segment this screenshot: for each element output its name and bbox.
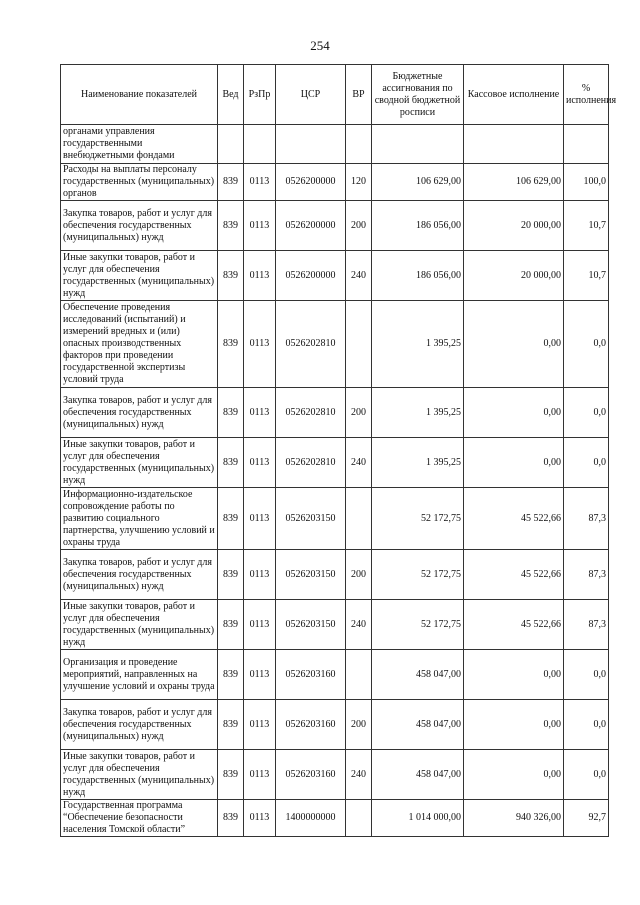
cell-ved: 839 [218, 550, 244, 600]
cell-ved: 839 [218, 750, 244, 800]
cell-vr [346, 125, 372, 164]
table-row [61, 800, 609, 837]
cell-pct: 0,0 [564, 388, 609, 438]
table-row [61, 388, 609, 438]
cell-name: Иные закупки товаров, работ и услуг для обеспечения государственных (муниципальных) нужд [61, 600, 218, 650]
cell-ved: 839 [218, 800, 244, 837]
cell-pct: 87,3 [564, 488, 609, 550]
cell-vr: 120 [346, 164, 372, 201]
cell-budget: 458 047,00 [372, 750, 464, 800]
cell-kass: 0,00 [464, 388, 564, 438]
table-row [61, 600, 609, 650]
table-row [61, 301, 609, 388]
cell-vr: 200 [346, 550, 372, 600]
cell-vr: 240 [346, 251, 372, 301]
header-csr: ЦСР [276, 65, 346, 125]
cell-vr [346, 800, 372, 837]
cell-budget: 52 172,75 [372, 600, 464, 650]
table-row [61, 201, 609, 251]
cell-csr: 0526200000 [276, 251, 346, 301]
cell-budget [372, 125, 464, 164]
cell-csr: 0526203150 [276, 600, 346, 650]
cell-ved: 839 [218, 650, 244, 700]
table-row [61, 700, 609, 750]
page-number: 254 [310, 38, 330, 53]
cell-kass: 0,00 [464, 700, 564, 750]
header-budget: Бюджетные ассигнования по сводной бюджетной росписи [372, 65, 464, 125]
cell-csr: 0526202810 [276, 301, 346, 388]
cell-csr: 0526202810 [276, 388, 346, 438]
cell-kass: 20 000,00 [464, 251, 564, 301]
cell-name: Закупка товаров, работ и услуг для обеспечения государственных (муниципальных) нужд [61, 550, 218, 600]
table-row [61, 125, 609, 164]
cell-vr: 240 [346, 600, 372, 650]
cell-pct: 0,0 [564, 700, 609, 750]
cell-csr: 0526203160 [276, 650, 346, 700]
cell-rzpr: 0113 [244, 201, 276, 251]
cell-kass: 0,00 [464, 438, 564, 488]
cell-vr: 200 [346, 700, 372, 750]
cell-ved: 839 [218, 488, 244, 550]
cell-pct: 10,7 [564, 251, 609, 301]
cell-name: Расходы на выплаты персоналу государственных (муниципальных) органов [61, 164, 218, 201]
cell-budget: 1 395,25 [372, 438, 464, 488]
cell-rzpr [244, 125, 276, 164]
cell-kass [464, 125, 564, 164]
table-row [61, 650, 609, 700]
cell-rzpr: 0113 [244, 251, 276, 301]
cell-pct: 100,0 [564, 164, 609, 201]
cell-name: Информационно-издательское сопровождение работы по развитию социального партнерства, улучшению условий и охраны труда [61, 488, 218, 550]
table-row [61, 251, 609, 301]
cell-vr [346, 488, 372, 550]
cell-kass: 940 326,00 [464, 800, 564, 837]
cell-rzpr: 0113 [244, 650, 276, 700]
cell-rzpr: 0113 [244, 301, 276, 388]
cell-budget: 186 056,00 [372, 251, 464, 301]
cell-pct: 87,3 [564, 550, 609, 600]
cell-kass: 45 522,66 [464, 550, 564, 600]
cell-budget: 52 172,75 [372, 488, 464, 550]
cell-pct: 0,0 [564, 438, 609, 488]
cell-name: Иные закупки товаров, работ и услуг для обеспечения государственных (муниципальных) нужд [61, 750, 218, 800]
cell-name: Государственная программа “Обеспечение безопасности населения Томской области” [61, 800, 218, 837]
cell-rzpr: 0113 [244, 600, 276, 650]
cell-csr: 0526200000 [276, 164, 346, 201]
cell-ved: 839 [218, 251, 244, 301]
table-row [61, 550, 609, 600]
table-row [61, 164, 609, 201]
cell-name: Иные закупки товаров, работ и услуг для обеспечения государственных (муниципальных) нужд [61, 251, 218, 301]
cell-rzpr: 0113 [244, 750, 276, 800]
cell-rzpr: 0113 [244, 488, 276, 550]
cell-ved: 839 [218, 388, 244, 438]
cell-name: Закупка товаров, работ и услуг для обеспечения государственных (муниципальных) нужд [61, 700, 218, 750]
table-header-row [61, 65, 609, 125]
cell-csr: 0526203150 [276, 550, 346, 600]
cell-budget: 186 056,00 [372, 201, 464, 251]
cell-ved: 839 [218, 600, 244, 650]
cell-name: Закупка товаров, работ и услуг для обеспечения государственных (муниципальных) нужд [61, 201, 218, 251]
cell-rzpr: 0113 [244, 388, 276, 438]
header-kass: Кассовое исполнение [464, 65, 564, 125]
table-row [61, 438, 609, 488]
cell-budget: 458 047,00 [372, 650, 464, 700]
header-name: Наименование показателей [61, 65, 218, 125]
cell-budget: 458 047,00 [372, 700, 464, 750]
header-vr: ВР [346, 65, 372, 125]
cell-budget: 52 172,75 [372, 550, 464, 600]
cell-csr [276, 125, 346, 164]
cell-pct: 0,0 [564, 301, 609, 388]
cell-vr: 240 [346, 750, 372, 800]
header-rzpr: РзПр [244, 65, 276, 125]
table-row [61, 750, 609, 800]
cell-budget: 1 395,25 [372, 388, 464, 438]
cell-ved [218, 125, 244, 164]
table-row [61, 488, 609, 550]
cell-rzpr: 0113 [244, 800, 276, 837]
cell-kass: 106 629,00 [464, 164, 564, 201]
cell-vr: 200 [346, 201, 372, 251]
cell-pct: 0,0 [564, 650, 609, 700]
cell-rzpr: 0113 [244, 164, 276, 201]
cell-ved: 839 [218, 438, 244, 488]
cell-vr: 240 [346, 438, 372, 488]
cell-name: Обеспечение проведения исследований (испытаний) и измерений вредных и (или) опасных производственных факторов при проведении государственной экспертизы условий труда [61, 301, 218, 388]
cell-ved: 839 [218, 301, 244, 388]
cell-csr: 0526203160 [276, 750, 346, 800]
cell-csr: 0526203160 [276, 700, 346, 750]
cell-budget: 106 629,00 [372, 164, 464, 201]
cell-name: Иные закупки товаров, работ и услуг для обеспечения государственных (муниципальных) нужд [61, 438, 218, 488]
cell-kass: 45 522,66 [464, 600, 564, 650]
cell-ved: 839 [218, 164, 244, 201]
cell-csr: 0526202810 [276, 438, 346, 488]
cell-name: Закупка товаров, работ и услуг для обеспечения государственных (муниципальных) нужд [61, 388, 218, 438]
cell-kass: 0,00 [464, 650, 564, 700]
cell-name: органами управления государственными внебюджетными фондами [61, 125, 218, 164]
header-pct: % исполнения [564, 65, 609, 125]
cell-vr: 200 [346, 388, 372, 438]
cell-budget: 1 395,25 [372, 301, 464, 388]
cell-kass: 0,00 [464, 301, 564, 388]
cell-ved: 839 [218, 700, 244, 750]
cell-csr: 1400000000 [276, 800, 346, 837]
cell-rzpr: 0113 [244, 438, 276, 488]
cell-pct [564, 125, 609, 164]
cell-kass: 20 000,00 [464, 201, 564, 251]
cell-budget: 1 014 000,00 [372, 800, 464, 837]
cell-vr [346, 301, 372, 388]
cell-csr: 0526203150 [276, 488, 346, 550]
header-ved: Вед [218, 65, 244, 125]
cell-pct: 92,7 [564, 800, 609, 837]
cell-pct: 0,0 [564, 750, 609, 800]
cell-name: Организация и проведение мероприятий, направленных на улучшение условий и охраны труда [61, 650, 218, 700]
cell-csr: 0526200000 [276, 201, 346, 251]
cell-pct: 87,3 [564, 600, 609, 650]
cell-rzpr: 0113 [244, 700, 276, 750]
cell-rzpr: 0113 [244, 550, 276, 600]
cell-kass: 0,00 [464, 750, 564, 800]
cell-pct: 10,7 [564, 201, 609, 251]
cell-vr [346, 650, 372, 700]
cell-kass: 45 522,66 [464, 488, 564, 550]
budget-execution-table [60, 64, 617, 837]
cell-ved: 839 [218, 201, 244, 251]
